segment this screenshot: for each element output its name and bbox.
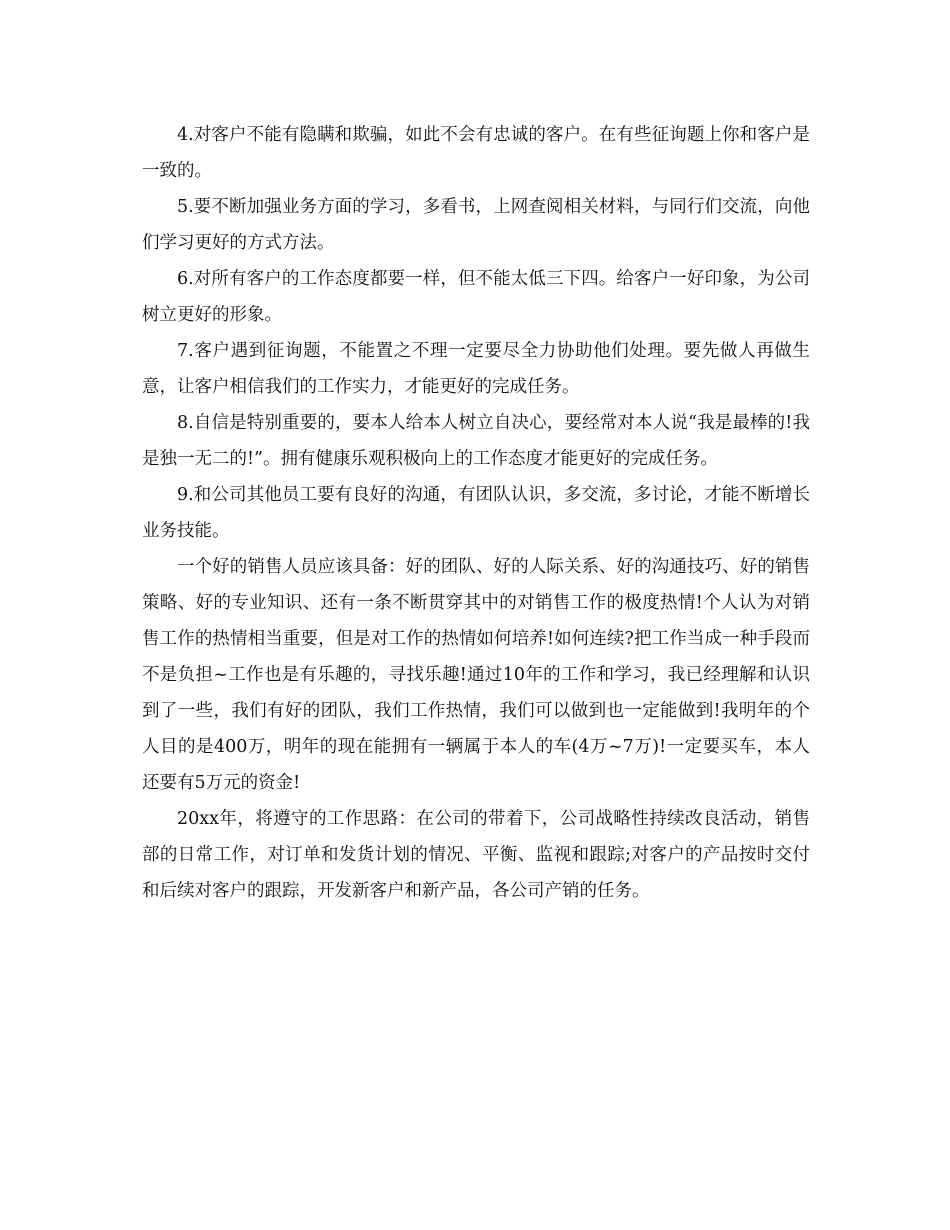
paragraph-item-4: 4.对客户不能有隐瞒和欺骗，如此不会有忠诚的客户。在有些征询题上你和客户是一致的。 [142,125,810,181]
paragraph-item-6: 6.对所有客户的工作态度都要一样，但不能太低三下四。给客户一好印象，为公司树立更好的形象。 [142,269,810,325]
paragraph-work-plan: 20xx年，将遵守的工作思路：在公司的带着下，公司战略性持续改良活动，销售部的日常工作，对订单和发货计划的情况、平衡、监视和跟踪;对客户的产品按时交付和后续对客户的跟踪，开发新客户和新产品，各公司产销的任务。 [142,809,810,901]
paragraph-item-8: 8.自信是特别重要的，要本人给本人树立自决心，要经常对本人说“我是最棒的!我是独一无二的!”。拥有健康乐观积极向上的工作态度才能更好的完成任务。 [142,413,810,469]
paragraph-item-9: 9.和公司其他员工要有良好的沟通，有团队认识，多交流，多讨论，才能不断增长业务技能。 [142,485,810,541]
paragraph-item-5: 5.要不断加强业务方面的学习，多看书，上网查阅相关材料，与同行们交流，向他们学习更好的方式方法。 [142,197,810,253]
paragraph-item-7: 7.客户遇到征询题，不能置之不理一定要尽全力协助他们处理。要先做人再做生意，让客户相信我们的工作实力，才能更好的完成任务。 [142,341,810,397]
paragraph-sales-qualities: 一个好的销售人员应该具备：好的团队、好的人际关系、好的沟通技巧、好的销售策略、好的专业知识、还有一条不断贯穿其中的对销售工作的极度热情!个人认为对销售工作的热情相当重要，但是对工作的热情如何培养!如何连续?把工作当成一种手段而不是负担~工作也是有乐趣的，寻找乐趣!通过10年的工作和学习，我已经理解和认识到了一些，我们有好的团队，我们工作热情，我们可以做到也一定能做到!我明年的个人目的是400万，明年的现在能拥有一辆属于本人的车(4万~7万)!一定要买车，本人还要有5万元的资金! [142,557,810,793]
